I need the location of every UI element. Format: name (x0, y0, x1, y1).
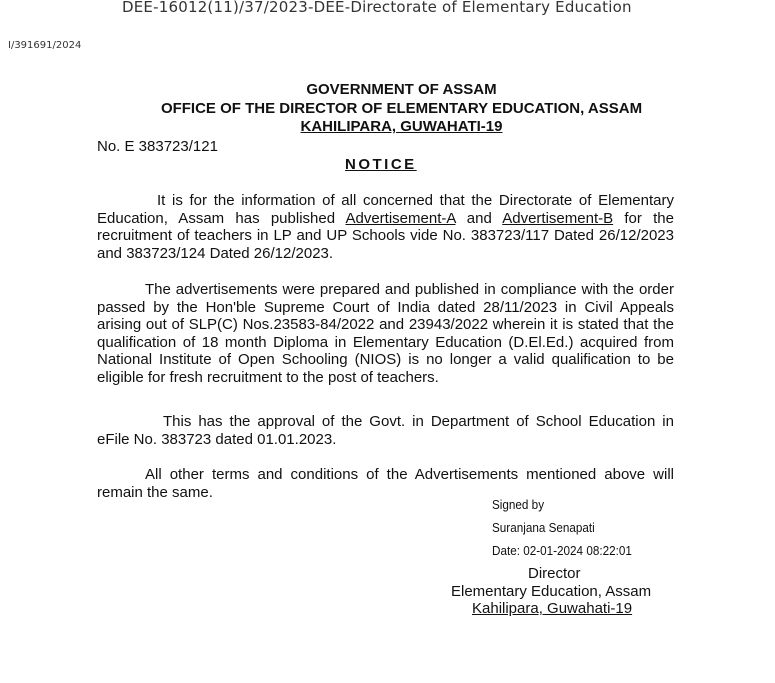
file-reference: DEE-16012(11)/37/2023-DEE-Directorate of Elementary Education (122, 0, 632, 16)
signed-by-label: Signed by (492, 497, 545, 512)
paragraph-terms: All other terms and conditions of the Advertisements mentioned above will remain the same. (97, 466, 674, 501)
advertisement-b-link[interactable]: Advertisement-B (502, 209, 614, 227)
paragraph-publication-text-3: for the recruitment of teachers in LP and UP Schools vide No. 383723/117 Dated 26/12/2023 and 383723/124 Dated 26/12/2023. (97, 209, 674, 262)
paragraph-publication-text-1: It is for the information of all concerned that the Directorate of Elementary Education, Assam has published (97, 192, 674, 227)
signer-office: Elementary Education, Assam (451, 583, 652, 600)
signer-name: Suranjana Senapati (492, 520, 595, 535)
paragraph-compliance: The advertisements were prepared and published in compliance with the order passed by the Hon'ble Supreme Court of India dated 28/11/2023 in Civil Appeals arising out of SLP(C) Nos.23583-84/2022 and 23943/2022 wherein it is stated that the qualification of 18 month Diploma in Elementary Education (D.El.Ed.) acquired from National Institute of Open Schooling (NIOS) is no longer a valid qualification to be eligible for fresh recruitment to the post of teachers. (97, 281, 674, 386)
header-address: KAHILIPARA, GUWAHATI-19 (300, 118, 503, 135)
receipt-number: I/391691/2024 (8, 40, 82, 51)
notice-title: NOTICE (345, 156, 417, 173)
signature-date: Date: 02-01-2024 08:22:01 (492, 543, 632, 558)
paragraph-publication (97, 192, 674, 262)
header-government: GOVERNMENT OF ASSAM (306, 81, 497, 98)
advertisement-a-link[interactable]: Advertisement-A (345, 209, 456, 227)
signer-designation: Director (528, 565, 581, 582)
notice-number: No. E 383723/121 (97, 138, 218, 155)
paragraph-publication-text-2: and (455, 209, 503, 227)
signer-address: Kahilipara, Guwahati-19 (472, 600, 633, 617)
paragraph-approval: This has the approval of the Govt. in Department of School Education in eFile No. 383723 dated 01.01.2023. (97, 413, 674, 448)
header-office: OFFICE OF THE DIRECTOR OF ELEMENTARY EDUCATION, ASSAM (160, 100, 643, 117)
